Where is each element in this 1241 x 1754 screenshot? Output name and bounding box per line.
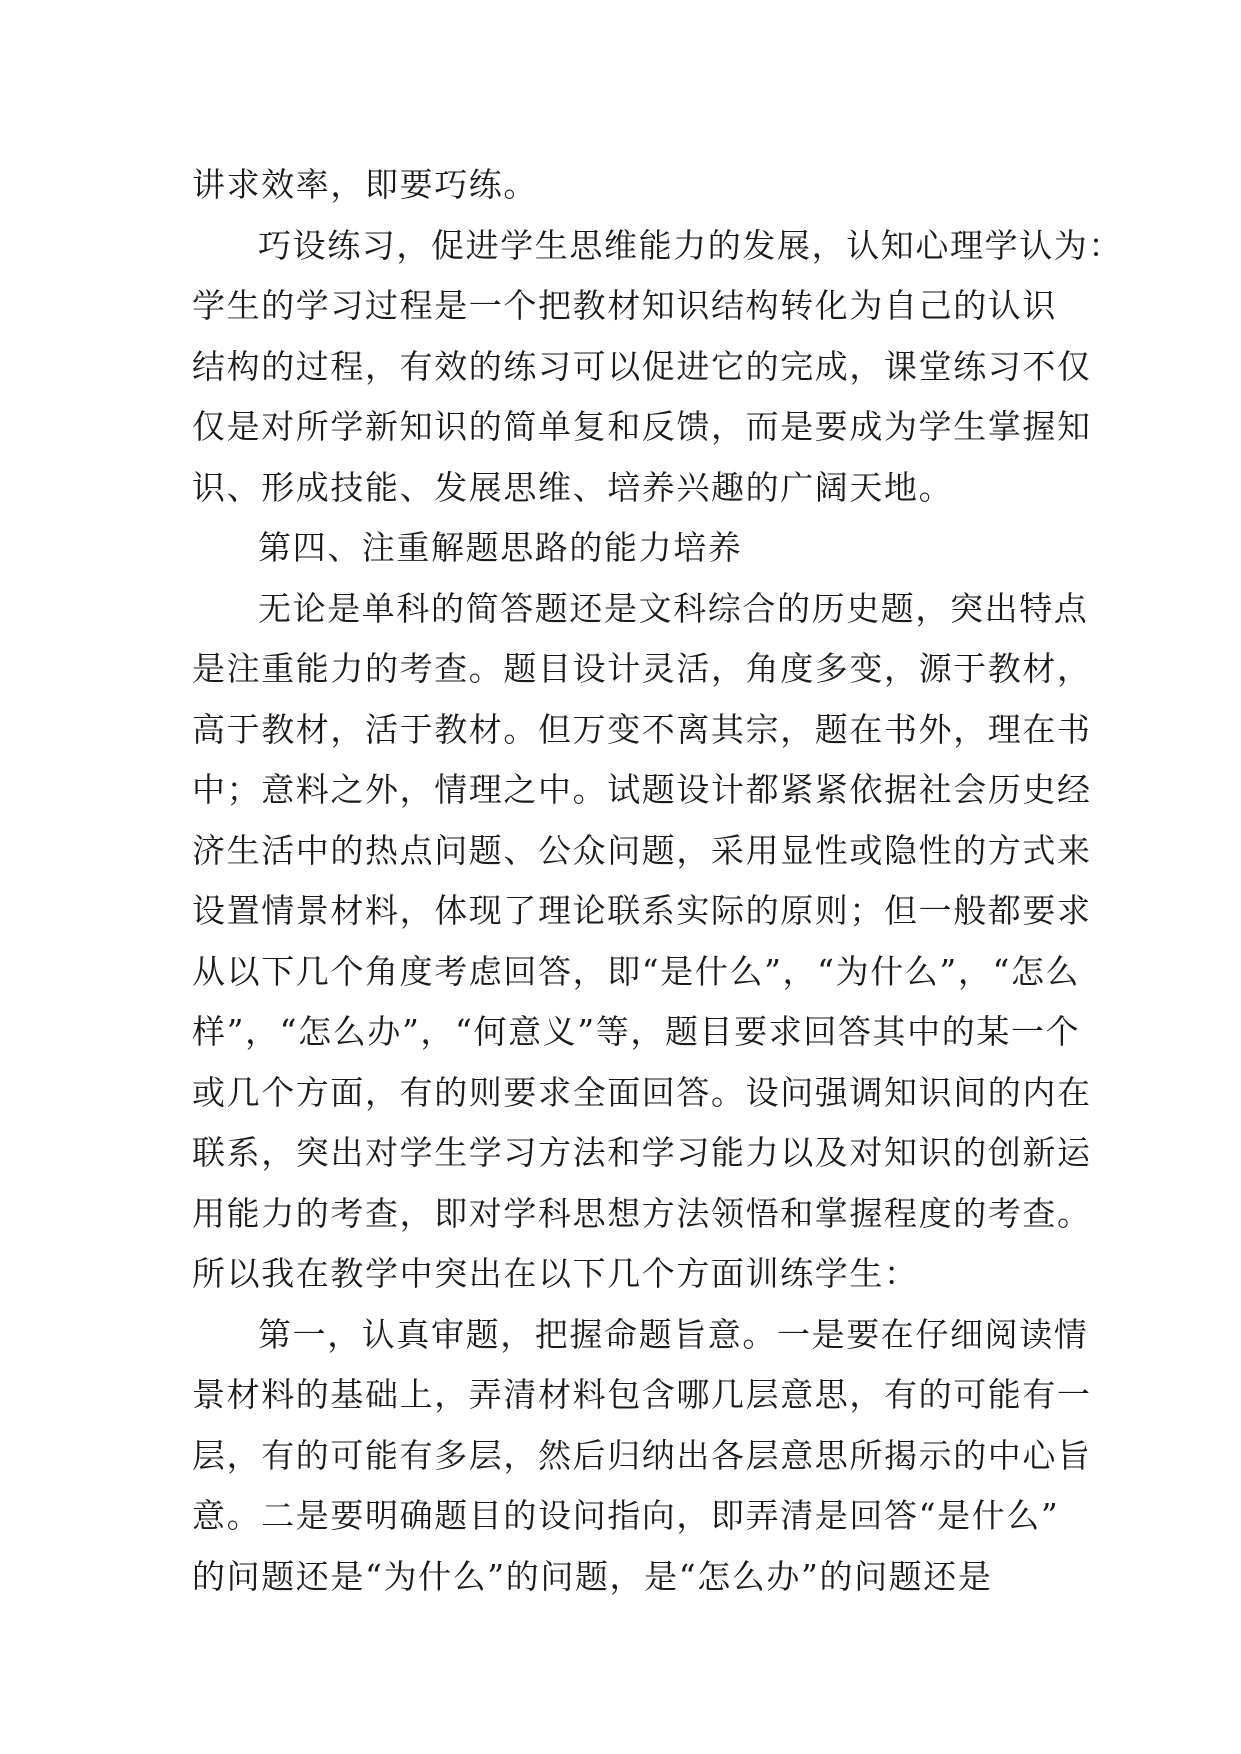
text-line: 用能力的考查，即对学科思想方法领悟和掌握程度的考查。 xyxy=(192,1193,1092,1233)
text-line: 中；意料之外，情理之中。试题设计都紧紧依据社会历史经 xyxy=(192,770,1092,809)
text-line: 高于教材，活于教材。但万变不离其宗，题在书外，理在书 xyxy=(192,709,1092,749)
text-line: 仅是对所学新知识的简单复和反馈，而是要成为学生掌握知 xyxy=(192,407,1092,446)
paragraph-start-line: 巧设练习，促进学生思维能力的发展，认知心理学认为： xyxy=(258,225,1123,265)
text-line: 从以下几个角度考虑回答，即“是什么”，“为什么”，“怎么 xyxy=(192,951,1081,991)
text-line: 济生活中的热点问题、公众问题，采用显性或隐性的方式来 xyxy=(192,830,1092,870)
text-line: 所以我在教学中突出在以下几个方面训练学生： xyxy=(192,1254,919,1293)
text-line: 景材料的基础上，弄清材料包含哪几层意思，有的可能有一 xyxy=(192,1375,1092,1414)
text-line: 或几个方面，有的则要求全面回答。设问强调知识间的内在 xyxy=(192,1072,1092,1112)
text-line: 结构的过程，有效的练习可以促进它的完成，课堂练习不仅 xyxy=(192,346,1092,386)
body-text xyxy=(192,155,1123,1607)
text-line: 学生的学习过程是一个把教材知识结构转化为自己的认识 xyxy=(192,286,1057,325)
text-line: 讲求效率，即要巧练。 xyxy=(192,165,538,204)
text-line: 样”，“怎么办”，“何意义”等，题目要求回答其中的某一个 xyxy=(192,1012,1081,1051)
paragraph-start-line: 无论是单科的简答题还是文科综合的历史题，突出特点 xyxy=(258,588,1089,628)
paragraph-start-line: 第一，认真审题，把握命题旨意。一是要在仔细阅读情 xyxy=(258,1314,1089,1354)
text-line: 层，有的可能有多层，然后归纳出各层意思所揭示的中心旨 xyxy=(192,1435,1092,1475)
text-line: 意。二是要明确题目的设问指向，即弄清是回答“是什么” xyxy=(192,1496,1060,1535)
section-heading: 第四、注重解题思路的能力培养 xyxy=(258,528,743,567)
text-line: 设置情景材料，体现了理论联系实际的原则；但一般都要求 xyxy=(192,891,1092,930)
text-line: 联系，突出对学生学习方法和学习能力以及对知识的创新运 xyxy=(192,1133,1092,1172)
text-line: 识、形成技能、发展思维、培养兴趣的广阔天地。 xyxy=(192,467,954,507)
text-line: 的问题还是“为什么”的问题，是“怎么办”的问题还是 xyxy=(192,1556,993,1596)
text-line: 是注重能力的考查。题目设计灵活，角度多变，源于教材， xyxy=(192,649,1092,688)
